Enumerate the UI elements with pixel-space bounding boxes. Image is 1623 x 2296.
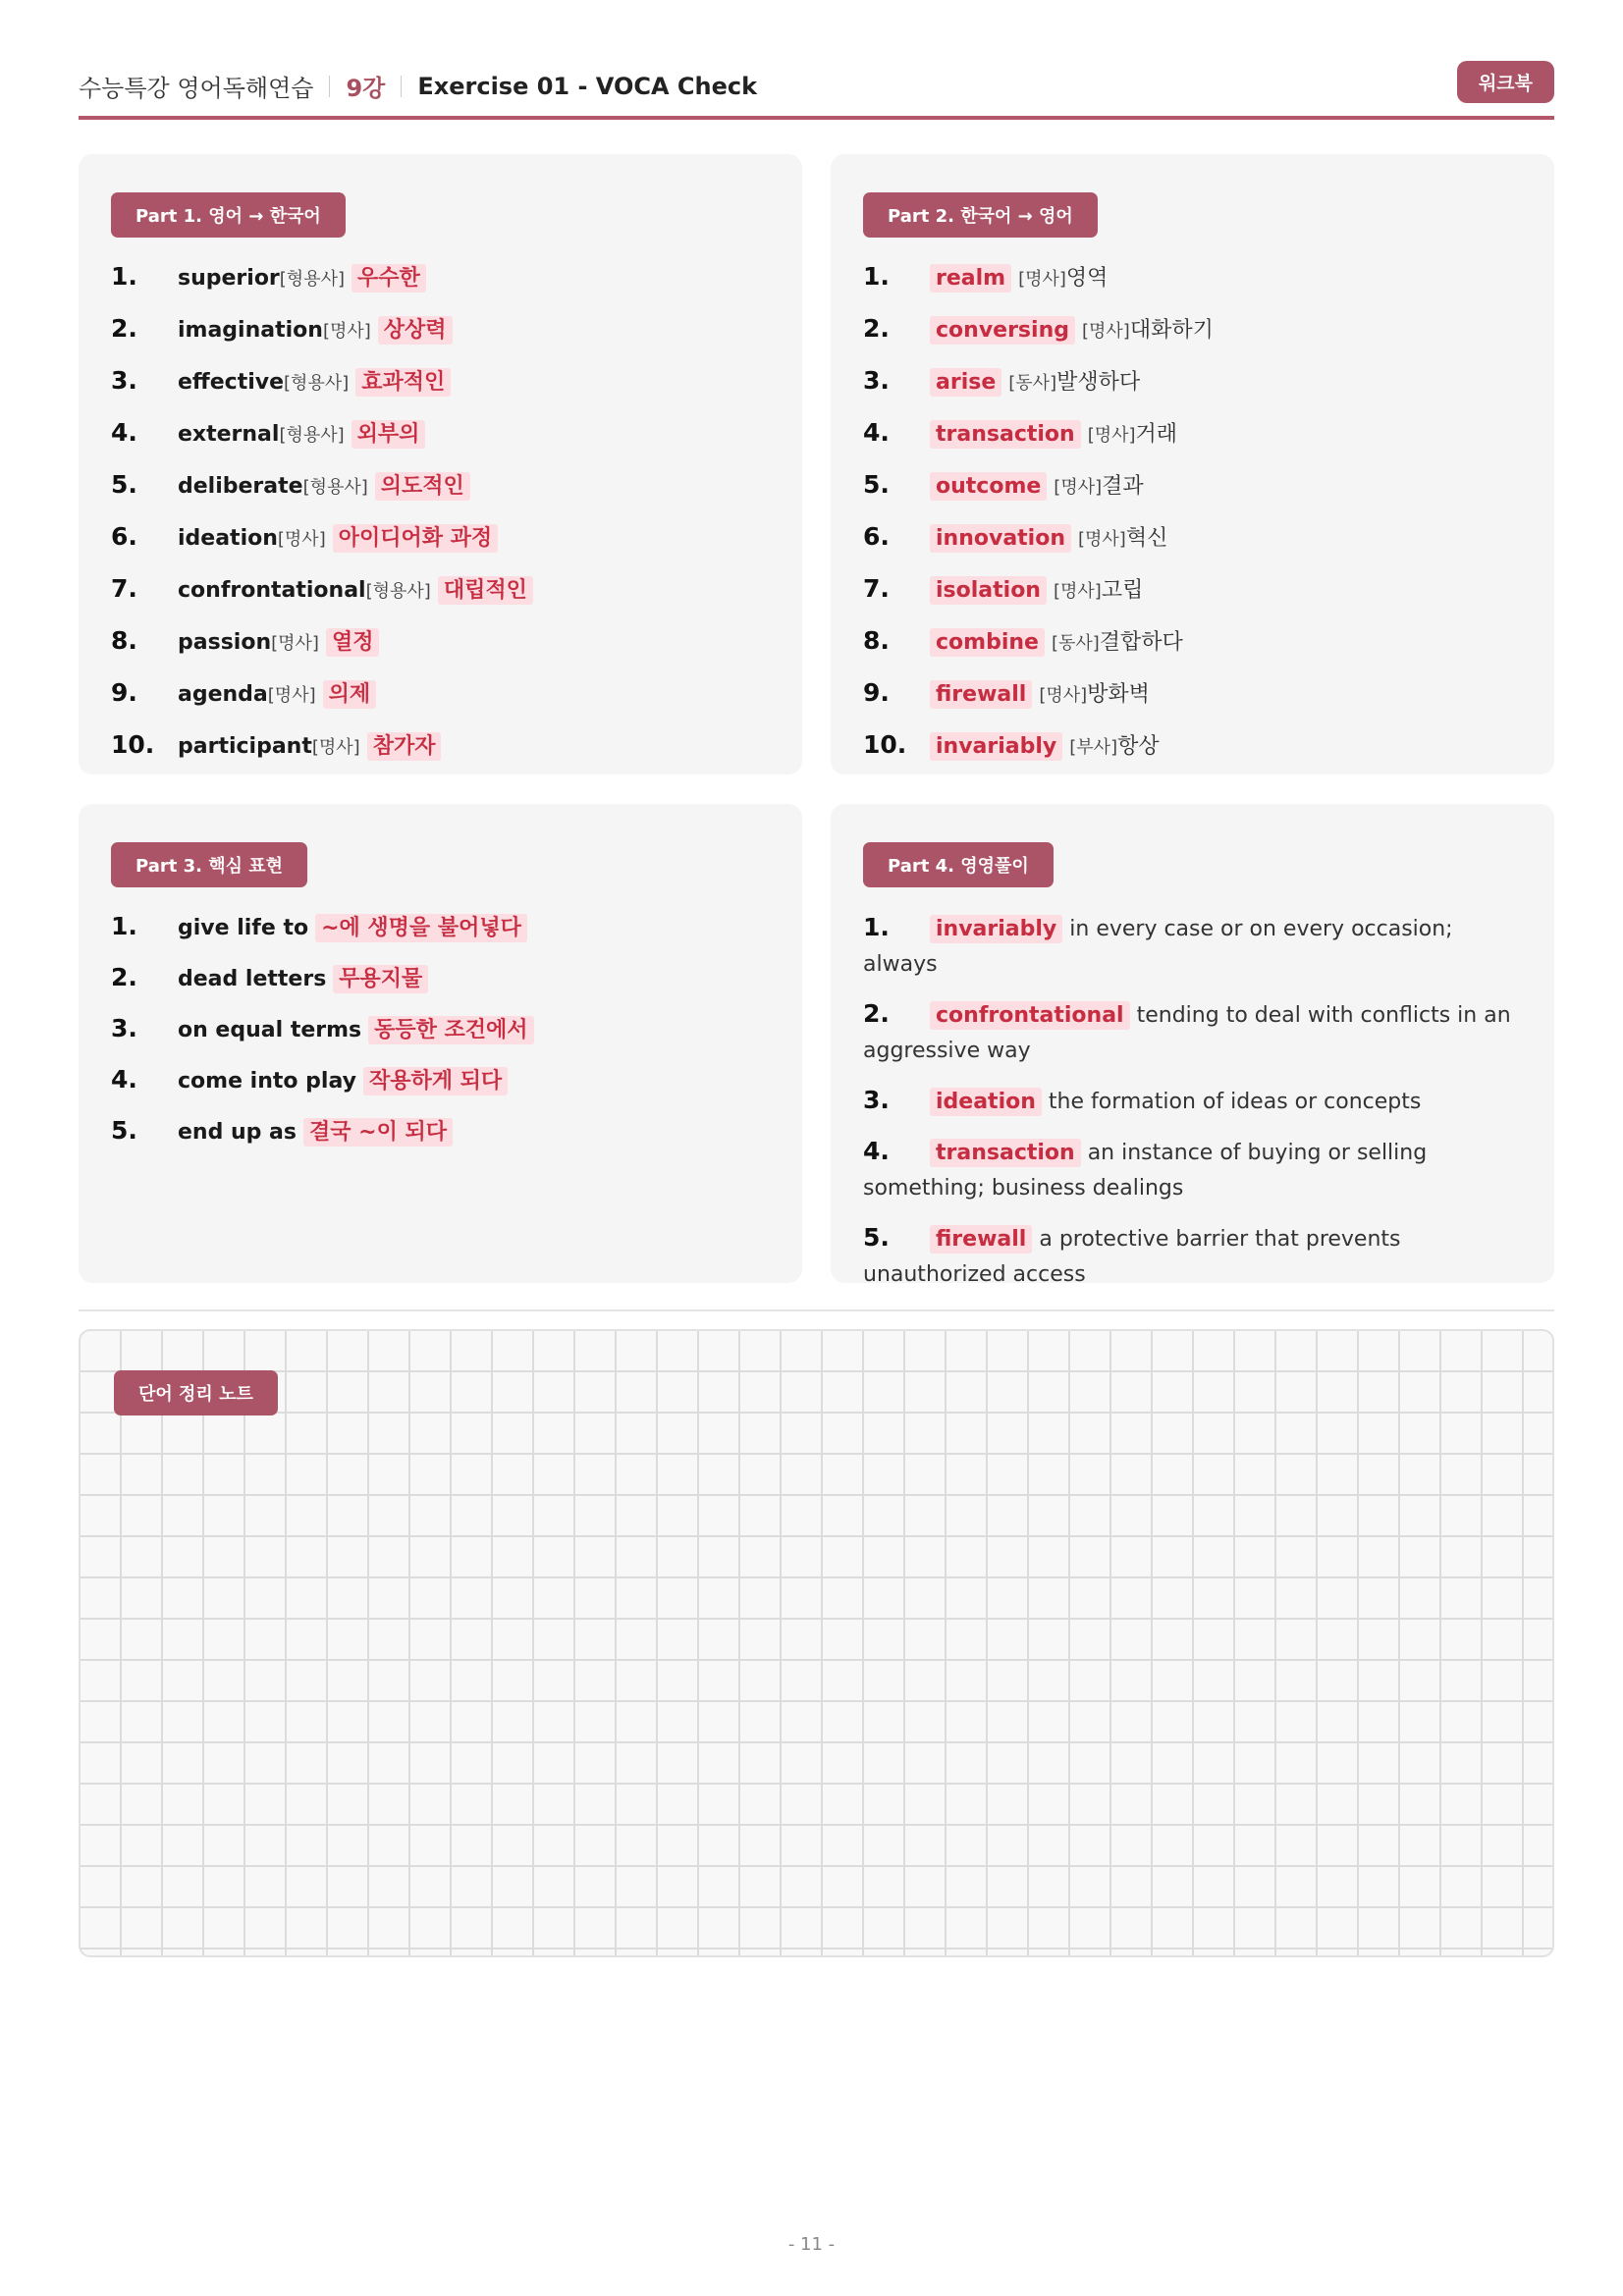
item-number: 1. bbox=[863, 262, 890, 291]
part4-list bbox=[863, 910, 1525, 1307]
english-definition: tending to deal with conflicts in an aggressive way bbox=[863, 1003, 1511, 1063]
breadcrumb-divider bbox=[329, 76, 330, 97]
list-item bbox=[863, 416, 1525, 453]
list-item bbox=[863, 1220, 1525, 1293]
part-of-speech: [명사] bbox=[1087, 425, 1136, 446]
list-item bbox=[863, 910, 1525, 983]
part3-list bbox=[111, 910, 773, 1165]
answer-highlight: transaction bbox=[930, 420, 1081, 449]
notes-label: 단어 정리 노트 bbox=[114, 1370, 278, 1415]
korean-meaning: 영역 bbox=[1065, 266, 1109, 291]
part-of-speech: [형용사] bbox=[279, 269, 345, 290]
item-number: 1. bbox=[111, 262, 137, 291]
answer-highlight: 의제 bbox=[323, 680, 377, 709]
list-item bbox=[111, 728, 773, 765]
list-item bbox=[111, 910, 773, 945]
list-item bbox=[111, 961, 773, 996]
list-item bbox=[111, 1012, 773, 1047]
answer-highlight: 효과적인 bbox=[355, 368, 451, 397]
item-number: 2. bbox=[863, 999, 890, 1028]
key-phrase: end up as bbox=[178, 1120, 297, 1145]
item-number: 2. bbox=[111, 963, 137, 991]
vocab-word: agenda bbox=[178, 682, 268, 707]
answer-highlight: ideation bbox=[930, 1088, 1042, 1116]
part-of-speech: [명사] bbox=[1081, 321, 1130, 342]
list-item bbox=[863, 624, 1525, 661]
item-number: 3. bbox=[111, 366, 137, 395]
korean-meaning: 방화벽 bbox=[1087, 682, 1150, 707]
korean-meaning: 결합하다 bbox=[1099, 630, 1183, 655]
part-of-speech: [명사] bbox=[322, 321, 371, 342]
answer-highlight: 외부의 bbox=[352, 420, 426, 449]
vocab-word: passion bbox=[178, 630, 272, 655]
part-of-speech: [동사] bbox=[1008, 373, 1057, 394]
item-number: 3. bbox=[111, 1014, 137, 1042]
korean-meaning: 고립 bbox=[1101, 578, 1144, 603]
item-number: 6. bbox=[111, 522, 137, 551]
part-of-speech: [명사] bbox=[1054, 477, 1103, 498]
list-item bbox=[863, 996, 1525, 1069]
section-divider bbox=[79, 1309, 1554, 1311]
answer-highlight: 대립적인 bbox=[438, 576, 533, 605]
list-item bbox=[863, 1083, 1525, 1120]
korean-meaning: 대화하기 bbox=[1129, 318, 1214, 343]
part4-label: Part 4. 영영풀이 bbox=[863, 842, 1054, 887]
answer-highlight: 의도적인 bbox=[375, 472, 470, 501]
breadcrumb bbox=[79, 69, 757, 103]
lesson-number: 9강 bbox=[346, 75, 386, 102]
item-number: 3. bbox=[863, 366, 890, 395]
item-number: 6. bbox=[863, 522, 890, 551]
item-number: 8. bbox=[863, 626, 890, 655]
vocab-word: effective bbox=[178, 370, 285, 395]
answer-highlight: 상상력 bbox=[378, 316, 453, 345]
item-number: 7. bbox=[863, 574, 890, 603]
item-number: 9. bbox=[863, 678, 890, 707]
list-item bbox=[863, 676, 1525, 713]
item-number: 8. bbox=[111, 626, 137, 655]
list-item bbox=[111, 416, 773, 453]
item-number: 10. bbox=[863, 730, 907, 759]
answer-highlight: 동등한 조건에서 bbox=[368, 1016, 533, 1044]
korean-meaning: 혁신 bbox=[1125, 526, 1168, 551]
korean-meaning: 결과 bbox=[1102, 474, 1144, 499]
key-phrase: on equal terms bbox=[178, 1018, 362, 1042]
item-number: 4. bbox=[111, 418, 137, 447]
list-item bbox=[111, 1114, 773, 1149]
answer-highlight: 무용지물 bbox=[333, 965, 428, 993]
item-number: 4. bbox=[863, 418, 890, 447]
vocab-word: ideation bbox=[178, 526, 278, 551]
answer-highlight: firewall bbox=[930, 680, 1032, 709]
item-number: 1. bbox=[111, 912, 137, 940]
answer-highlight: innovation bbox=[930, 524, 1071, 553]
vocab-word: external bbox=[178, 422, 280, 447]
part-of-speech: [명사] bbox=[1078, 529, 1126, 550]
english-definition: an instance of buying or selling something; business dealings bbox=[863, 1141, 1428, 1201]
item-number: 4. bbox=[863, 1137, 890, 1165]
answer-highlight: invariably bbox=[930, 732, 1062, 761]
answer-highlight: 우수한 bbox=[352, 264, 426, 293]
page-number: - 11 - bbox=[787, 2234, 836, 2255]
part-of-speech: [명사] bbox=[1039, 685, 1088, 706]
part3-panel bbox=[79, 804, 802, 1283]
item-number: 7. bbox=[111, 574, 137, 603]
korean-meaning: 항상 bbox=[1117, 734, 1160, 759]
english-definition: in every case or on every occasion; always bbox=[863, 917, 1453, 977]
exercise-title: Exercise 01 - VOCA Check bbox=[417, 72, 758, 100]
answer-highlight: isolation bbox=[930, 576, 1047, 605]
part2-panel bbox=[831, 154, 1554, 774]
part-of-speech: [명사] bbox=[267, 685, 316, 706]
item-number: 5. bbox=[863, 1223, 890, 1252]
item-number: 5. bbox=[863, 470, 890, 499]
korean-meaning: 발생하다 bbox=[1056, 370, 1141, 395]
list-item bbox=[111, 520, 773, 557]
key-phrase: dead letters bbox=[178, 967, 327, 991]
part2-list bbox=[863, 260, 1525, 780]
answer-highlight: firewall bbox=[930, 1225, 1032, 1254]
item-number: 5. bbox=[111, 1116, 137, 1145]
part-of-speech: [명사] bbox=[1053, 581, 1102, 602]
key-phrase: come into play bbox=[178, 1069, 356, 1094]
vocab-word: participant bbox=[178, 734, 312, 759]
item-number: 2. bbox=[111, 314, 137, 343]
vocab-notes-grid[interactable] bbox=[79, 1329, 1554, 1957]
answer-highlight: realm bbox=[930, 264, 1011, 293]
part4-panel bbox=[831, 804, 1554, 1287]
list-item bbox=[111, 1063, 773, 1098]
breadcrumb-divider bbox=[401, 76, 402, 97]
list-item bbox=[111, 364, 773, 400]
list-item bbox=[863, 312, 1525, 348]
part-of-speech: [형용사] bbox=[279, 425, 345, 446]
part-of-speech: [명사] bbox=[311, 737, 360, 758]
part-of-speech: [형용사] bbox=[365, 581, 431, 602]
answer-highlight: conversing bbox=[930, 316, 1075, 345]
answer-highlight: 결국 ~이 되다 bbox=[303, 1118, 453, 1147]
answer-highlight: 작용하게 되다 bbox=[363, 1067, 508, 1095]
book-title: 수능특강 영어독해연습 bbox=[79, 75, 314, 102]
part-of-speech: [명사] bbox=[277, 529, 326, 550]
part-of-speech: [명사] bbox=[271, 633, 319, 654]
part-of-speech: [형용사] bbox=[302, 477, 368, 498]
header-rule bbox=[79, 116, 1554, 120]
part1-panel bbox=[79, 154, 802, 774]
answer-highlight: transaction bbox=[930, 1139, 1081, 1167]
vocab-word: confrontational bbox=[178, 578, 366, 603]
answer-highlight: combine bbox=[930, 628, 1045, 657]
answer-highlight: 참가자 bbox=[367, 732, 442, 761]
list-item bbox=[863, 364, 1525, 400]
list-item bbox=[863, 1134, 1525, 1206]
item-number: 10. bbox=[111, 730, 155, 759]
answer-highlight: invariably bbox=[930, 915, 1062, 943]
list-item bbox=[863, 520, 1525, 557]
list-item bbox=[863, 468, 1525, 505]
item-number: 1. bbox=[863, 913, 890, 941]
list-item bbox=[111, 624, 773, 661]
item-number: 2. bbox=[863, 314, 890, 343]
part-of-speech: [부사] bbox=[1069, 737, 1118, 758]
list-item bbox=[111, 468, 773, 505]
workbook-badge: 워크북 bbox=[1457, 61, 1554, 103]
item-number: 5. bbox=[111, 470, 137, 499]
vocab-word: superior bbox=[178, 266, 280, 291]
vocab-word: deliberate bbox=[178, 474, 303, 499]
list-item bbox=[863, 572, 1525, 609]
part1-list bbox=[111, 260, 773, 780]
part-of-speech: [명사] bbox=[1018, 269, 1066, 290]
list-item bbox=[111, 572, 773, 609]
korean-meaning: 거래 bbox=[1135, 422, 1178, 447]
list-item bbox=[863, 728, 1525, 765]
list-item bbox=[111, 312, 773, 348]
item-number: 4. bbox=[111, 1065, 137, 1094]
list-item bbox=[111, 676, 773, 713]
answer-highlight: 아이디어화 과정 bbox=[333, 524, 498, 553]
item-number: 9. bbox=[111, 678, 137, 707]
english-definition: the formation of ideas or concepts bbox=[1048, 1090, 1422, 1114]
page-header bbox=[79, 61, 1554, 118]
part1-label: Part 1. 영어 → 한국어 bbox=[111, 192, 346, 238]
item-number: 3. bbox=[863, 1086, 890, 1114]
vocab-word: imagination bbox=[178, 318, 323, 343]
part-of-speech: [형용사] bbox=[284, 373, 350, 394]
list-item bbox=[111, 260, 773, 296]
answer-highlight: 열정 bbox=[326, 628, 380, 657]
answer-highlight: ~에 생명을 불어넣다 bbox=[315, 914, 527, 942]
answer-highlight: outcome bbox=[930, 472, 1047, 501]
part3-label: Part 3. 핵심 표현 bbox=[111, 842, 307, 887]
part-of-speech: [동사] bbox=[1051, 633, 1100, 654]
answer-highlight: arise bbox=[930, 368, 1001, 397]
english-definition: a protective barrier that prevents unauthorized access bbox=[863, 1227, 1401, 1287]
key-phrase: give life to bbox=[178, 916, 309, 940]
part2-label: Part 2. 한국어 → 영어 bbox=[863, 192, 1098, 238]
answer-highlight: confrontational bbox=[930, 1001, 1130, 1030]
list-item bbox=[863, 260, 1525, 296]
